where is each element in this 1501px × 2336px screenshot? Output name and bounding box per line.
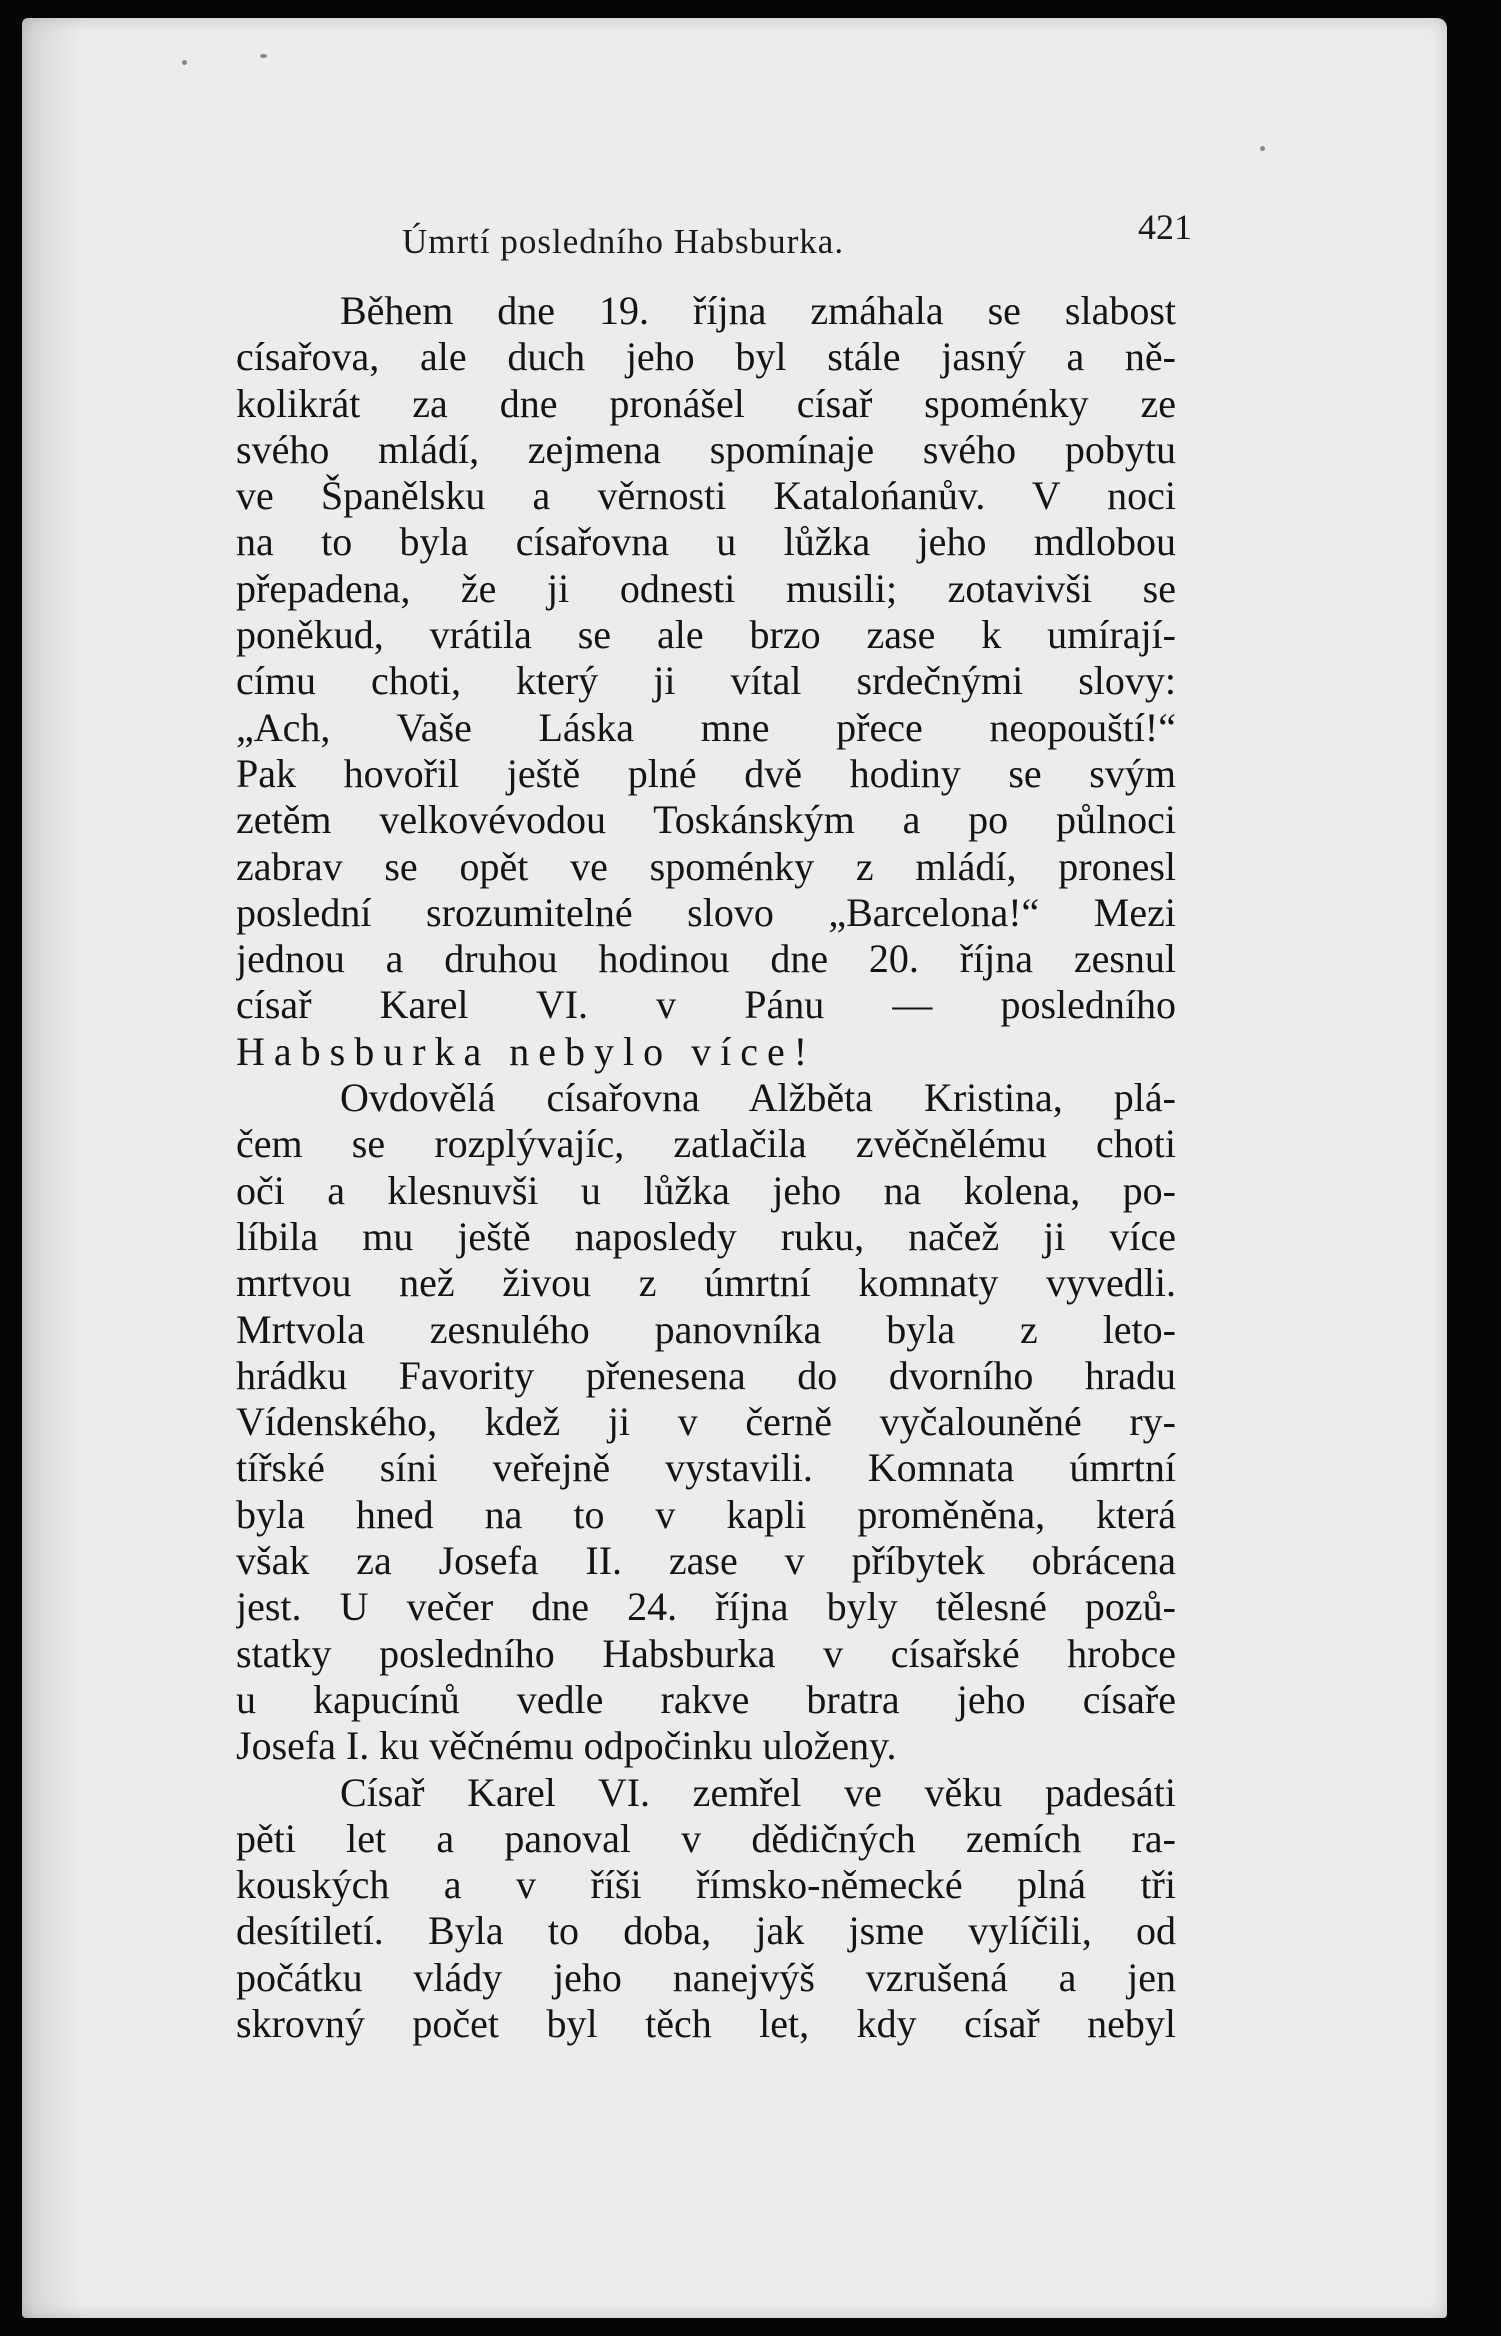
text-line: císař Karel VI. v Pánu — posledního: [236, 982, 1176, 1028]
text-line: címu choti, který ji vítal srdečnými slovy:: [236, 658, 1176, 704]
text-line: zabrav se opět ve spoménky z mládí, pronesl: [236, 843, 1176, 889]
paper-speck: [260, 54, 267, 58]
text-line: ve Španělsku a věrnosti Katalońanův. V noci: [236, 473, 1176, 519]
text-line: poslední srozumitelné slovo „Barcelona!“ Mezi: [236, 889, 1176, 935]
text-line: svého mládí, zejmena spomínaje svého pobytu: [236, 426, 1176, 472]
text-line: zetěm velkovévodou Toskánským a po půlnoci: [236, 797, 1176, 843]
paper-speck: [182, 60, 187, 65]
text-line: Během dne 19. října zmáhala se slabost: [340, 288, 1176, 333]
text-line: počátku vlády jeho nanejvýš vzrušená a jen: [236, 1954, 1176, 2000]
page-edge-shadow: [22, 18, 82, 2318]
text-line: Ovdovělá císařovna Alžběta Kristina, plá-: [340, 1075, 1176, 1121]
book-page: [22, 18, 1447, 2318]
text-line: líbila mu ještě naposledy ruku, načež ji více: [236, 1213, 1176, 1259]
text-line: však za Josefa II. zase v příbytek obrácena: [236, 1538, 1176, 1584]
text-line: Josefa I. ku věčnému odpočinku uloženy.: [236, 1723, 897, 1769]
text-line: Pak hovořil ještě plné dvě hodiny se svým: [236, 750, 1176, 796]
text-line: u kapucínů vedle rakve bratra jeho císaře: [236, 1676, 1176, 1722]
text-line: hrádku Favority přenesena do dvorního hradu: [236, 1352, 1176, 1398]
text-line: kouských a v říši římsko-německé plná tři: [236, 1862, 1176, 1908]
text-line: kolikrát za dne pronášel císař spoménky ze: [236, 380, 1176, 426]
text-line: skrovný počet byl těch let, kdy císař nebyl: [236, 2000, 1176, 2046]
text-line: oči a klesnuvši u lůžka jeho na kolena, po-: [236, 1167, 1176, 1213]
text-line: pěti let a panoval v dědičných zemích ra-: [236, 1815, 1176, 1861]
text-line: Vídenského, kdež ji v černě vyčalouněné ry-: [236, 1399, 1176, 1445]
text-line: statky posledního Habsburka v císařské hrobce: [236, 1630, 1176, 1676]
text-line: Císař Karel VI. zemřel ve věku padesáti: [340, 1769, 1176, 1815]
text-line: Mrtvola zesnulého panovníka byla z leto-: [236, 1306, 1176, 1352]
text-line: čem se rozplývajíc, zatlačila zvěčnělému choti: [236, 1121, 1176, 1167]
running-head: Úmrtí posledního Habsburka.: [402, 222, 845, 261]
body-text: [236, 288, 1176, 2047]
paper-speck: [1260, 146, 1265, 151]
text-line: tířské síni veřejně vystavili. Komnata úmrtní: [236, 1445, 1176, 1491]
text-line: jednou a druhou hodinou dne 20. října zesnul: [236, 936, 1176, 982]
text-line: desítiletí. Byla to doba, jak jsme vylíčili, od: [236, 1908, 1176, 1954]
text-line: na to byla císařovna u lůžka jeho mdlobou: [236, 519, 1176, 565]
page-number: 421: [1138, 207, 1192, 247]
text-line: „Ach, Vaše Láska mne přece neopouští!“: [236, 704, 1176, 750]
text-line: jest. U večer dne 24. října byly tělesné pozů-: [236, 1584, 1176, 1630]
text-line: Habsburka nebylo více!: [236, 1028, 817, 1074]
text-line: mrtvou než živou z úmrtní komnaty vyvedli.: [236, 1260, 1176, 1306]
text-line: poněkud, vrátila se ale brzo zase k umírají-: [236, 612, 1176, 658]
text-line: císařova, ale duch jeho byl stále jasný a ně-: [236, 334, 1176, 380]
page-header: [402, 206, 1192, 266]
text-line: byla hned na to v kapli proměněna, která: [236, 1491, 1176, 1537]
text-line: přepadena, že ji odnesti musili; zotavivši se: [236, 565, 1176, 611]
